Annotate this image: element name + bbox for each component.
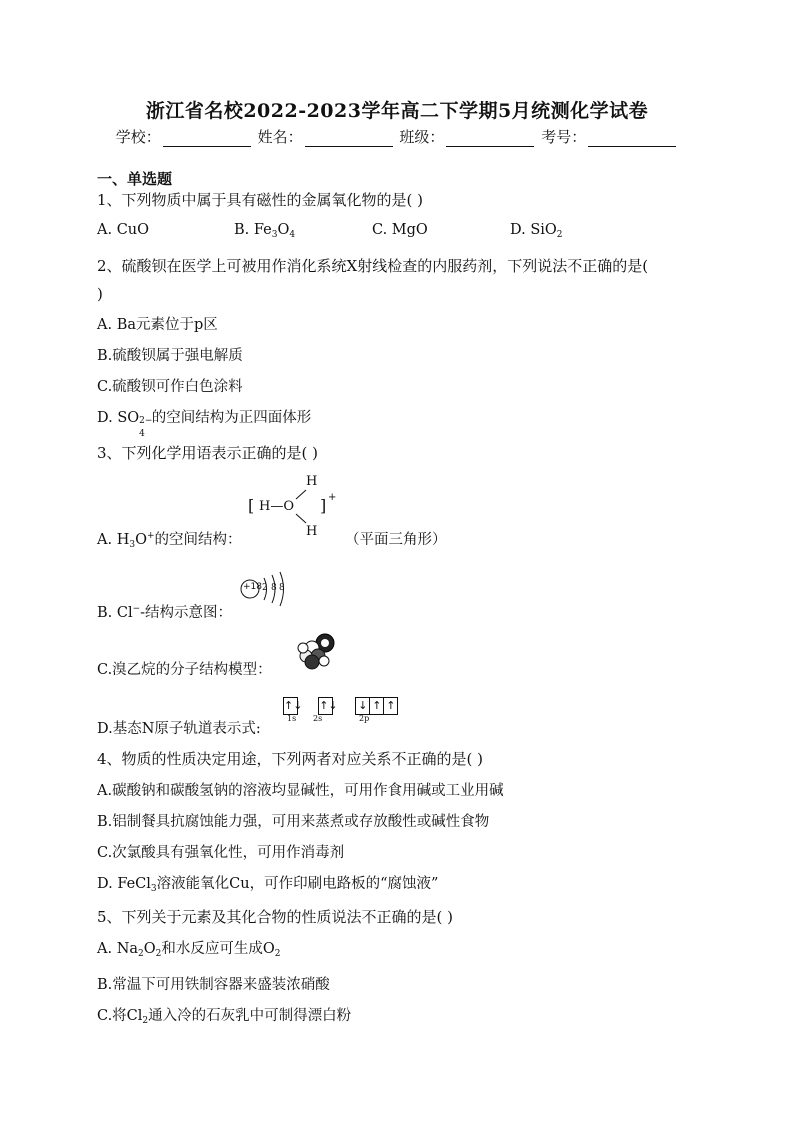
nucleus-charge: +18 <box>243 582 262 592</box>
q2-option-d: D. SO 2− 4 的空间结构为正四面体形 <box>97 410 312 439</box>
chloride-atomic-structure-diagram <box>234 570 296 610</box>
label-2s: 2s <box>313 714 323 723</box>
orbital-2p-1: ↓ <box>355 697 370 715</box>
shell-1-electrons: 2 <box>262 583 268 593</box>
hydrogen-bottom-label: H <box>306 524 318 539</box>
label-1s: 1s <box>287 714 297 723</box>
school-label: 学校： <box>115 128 161 146</box>
o-h-bonds <box>290 486 312 530</box>
q3-option-b: B. Cl−-结构示意图： <box>97 604 233 621</box>
h-o-bond-label: H—O <box>259 499 294 514</box>
student-info-line <box>0 126 794 147</box>
class-blank[interactable] <box>446 132 534 147</box>
question-4-stem: 4、物质的性质决定用途，下列两者对应关系不正确的是( ) <box>97 750 484 768</box>
name-label: 姓名： <box>257 128 303 146</box>
q1-option-d: D. SiO$_2$ <box>510 222 563 240</box>
q4-option-a: A.碳酸钠和碳酸氢钠的溶液均显碱性，可用作食用碱或工业用碱 <box>97 783 504 799</box>
question-2-stem: 2、硫酸钡在医学上可被用作消化系统X射线检查的内服药剂，下列说法不正确的是( <box>97 257 649 275</box>
orbital-1s: ↑↓ <box>283 697 298 715</box>
q3-option-c: C.溴乙烷的分子结构模型： <box>97 662 272 678</box>
hydronium-structure-diagram <box>246 472 342 538</box>
q5-option-a: A. $Na_2O_2$和水反应可生成$O_2$ <box>97 941 281 959</box>
q3-option-a-note: （平面三角形） <box>345 532 447 548</box>
right-bracket: ] <box>320 496 327 515</box>
class-label: 班级： <box>399 128 445 146</box>
question-5-stem: 5、下列关于元素及其化合物的性质说法不正确的是( ) <box>97 908 454 926</box>
q1-option-a: A. CuO <box>97 222 150 238</box>
q4-option-b: B.铝制餐具抗腐蚀能力强，可用来蒸煮或存放酸性或碱性食物 <box>97 814 490 830</box>
q5-option-c: C.将$Cl_2$通入冷的石灰乳中可制得漂白粉 <box>97 1008 352 1026</box>
label-2p: 2p <box>359 714 370 723</box>
exam-number-blank[interactable] <box>588 132 676 147</box>
q3-option-a: A. $H_3O^+$的空间结构： <box>97 531 242 550</box>
bromoethane-molecular-model <box>294 632 336 670</box>
exam-title: 浙江省名校2022-2023学年高二下学期5月统测化学试卷 <box>145 100 649 122</box>
q3-option-d: D.基态N原子轨道表示式: <box>97 721 261 737</box>
exam-number-label: 考号： <box>541 128 587 146</box>
question-1-stem: 1、下列物质中属于具有磁性的金属氧化物的是( ) <box>97 191 424 209</box>
orbital-2s: ↑↓ <box>318 697 333 715</box>
q5-option-b: B.常温下可用铁制容器来盛装浓硝酸 <box>97 977 330 993</box>
shell-3-electrons: 8 <box>279 583 285 593</box>
left-bracket: [ <box>248 496 255 515</box>
name-blank[interactable] <box>305 132 393 147</box>
charge-label: + <box>328 492 337 503</box>
shell-2-electrons: 8 <box>271 583 277 593</box>
q4-option-d: D. FeCl$_3$溶液能氧化Cu，可作印刷电路板的“腐蚀液” <box>97 876 439 894</box>
school-blank[interactable] <box>163 132 251 147</box>
q4-option-c: C.次氯酸具有强氧化性，可用作消毒剂 <box>97 845 345 861</box>
orbital-2p-3: ↑ <box>384 697 398 715</box>
q1-option-b: B. $Fe_3O_4$ <box>234 222 296 240</box>
q2-option-a: A. Ba元素位于p区 <box>97 317 218 333</box>
q2-option-b: B.硫酸钡属于强电解质 <box>97 348 243 364</box>
orbital-2p-2: ↑ <box>370 697 384 715</box>
hydrogen-top-label: H <box>306 474 318 489</box>
question-3-stem: 3、下列化学用语表示正确的是( ) <box>97 444 319 462</box>
question-2-stem-cont: ) <box>97 285 103 303</box>
nitrogen-orbital-diagram <box>283 694 400 715</box>
q1-option-c: C. MgO <box>372 222 428 238</box>
q2-option-c: C.硫酸钡可作白色涂料 <box>97 379 243 395</box>
section-heading: 一、单选题 <box>97 170 173 188</box>
